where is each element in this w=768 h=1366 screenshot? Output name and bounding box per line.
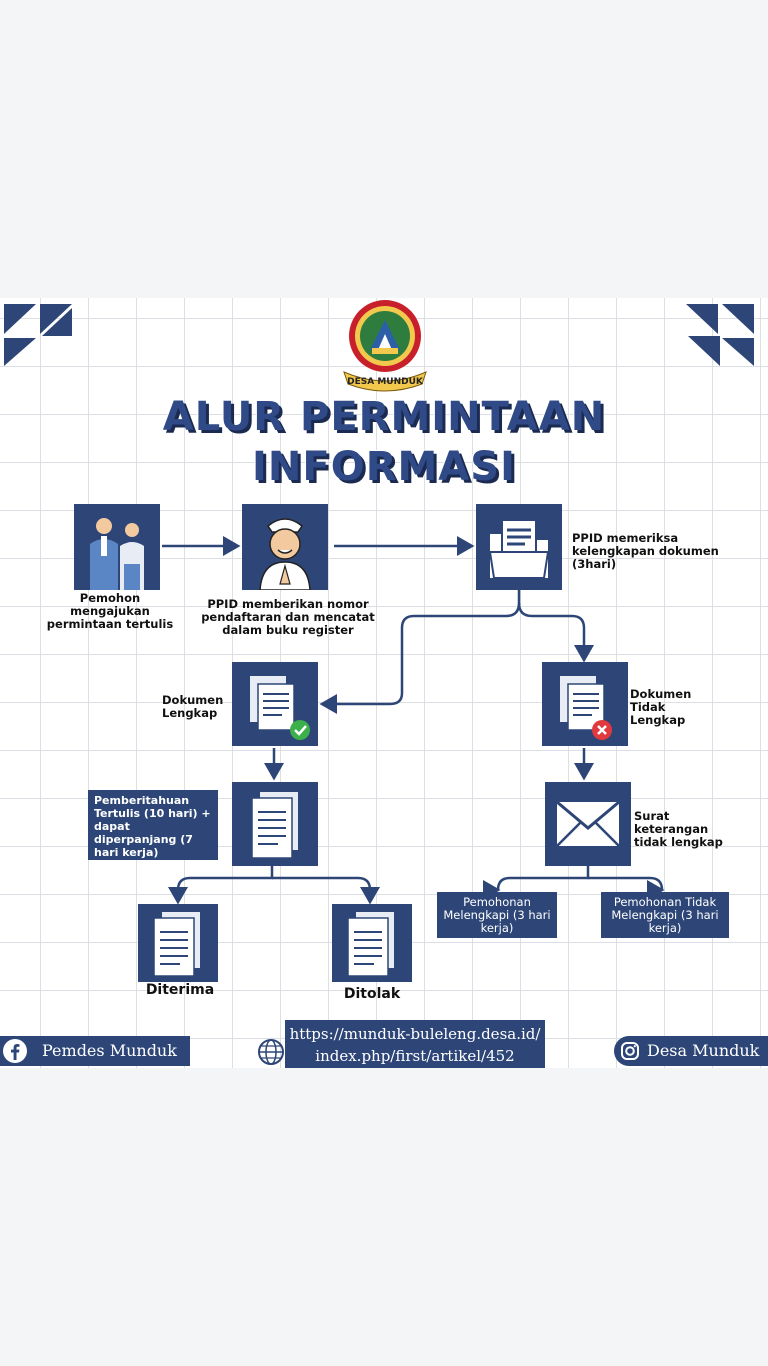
globe-icon bbox=[257, 1038, 285, 1066]
instagram-icon bbox=[620, 1041, 640, 1061]
document-icon bbox=[138, 904, 218, 982]
documents-check-icon bbox=[232, 662, 318, 746]
rejected-label: Ditolak bbox=[343, 986, 401, 1002]
incomplete-icon-box bbox=[542, 662, 628, 746]
instagram-pill[interactable] bbox=[614, 1036, 768, 1066]
greeting-officer-icon bbox=[242, 504, 328, 590]
register-label: PPID memberikan nomor pendaftaran dan mencatat dalam buku register bbox=[201, 597, 375, 637]
accepted-icon-box bbox=[138, 904, 218, 982]
check-label: PPID memeriksa kelengkapan dokumen (3hari) bbox=[572, 531, 719, 571]
instagram-handle: Desa Munduk bbox=[647, 1041, 760, 1060]
register-icon-box bbox=[242, 504, 328, 590]
document-icon bbox=[332, 904, 412, 982]
folder-document-icon bbox=[476, 504, 562, 590]
people-icon bbox=[74, 504, 160, 590]
accepted-label: Diterima bbox=[145, 982, 215, 998]
envelope-icon bbox=[545, 782, 631, 866]
document-icon bbox=[232, 782, 318, 866]
website-url-line-2: index.php/first/artikel/452 bbox=[315, 1047, 515, 1065]
title-line-1: ALUR PERMINTAAN bbox=[162, 394, 606, 440]
website-url-line-1: https://munduk-buleleng.desa.id/ bbox=[289, 1025, 541, 1043]
website-pill[interactable] bbox=[285, 1020, 545, 1068]
facebook-pill[interactable] bbox=[0, 1036, 190, 1066]
title-line-2: INFORMASI bbox=[252, 444, 516, 490]
svg-text:DESA MUNDUK: DESA MUNDUK bbox=[347, 377, 423, 387]
applicant-label: Pemohon mengajukan permintaan tertulis bbox=[46, 591, 174, 631]
infographic-poster bbox=[0, 298, 768, 1068]
letter-label: Surat keterangan tidak lengkap bbox=[634, 809, 723, 849]
notice-icon-box bbox=[232, 782, 318, 866]
incomplete-label: Dokumen Tidak Lengkap bbox=[630, 687, 692, 727]
applicant-icon-box bbox=[74, 504, 160, 590]
facebook-handle: Pemdes Munduk bbox=[42, 1041, 177, 1060]
completes-label: Pemohonan Melengkapi (3 hari kerja) bbox=[437, 892, 557, 938]
facebook-icon bbox=[2, 1038, 28, 1064]
rejected-icon-box bbox=[332, 904, 412, 982]
notice-label: Pemberitahuan Tertulis (10 hari) + dapat diperpanjang (7 hari kerja) bbox=[88, 790, 218, 860]
letter-icon-box bbox=[545, 782, 631, 866]
documents-cross-icon bbox=[542, 662, 628, 746]
not-completes-label: Pemohonan Tidak Melengkapi (3 hari kerja) bbox=[601, 892, 729, 938]
complete-label: Dokumen Lengkap bbox=[162, 693, 224, 720]
check-icon-box bbox=[476, 504, 562, 590]
complete-icon-box bbox=[232, 662, 318, 746]
